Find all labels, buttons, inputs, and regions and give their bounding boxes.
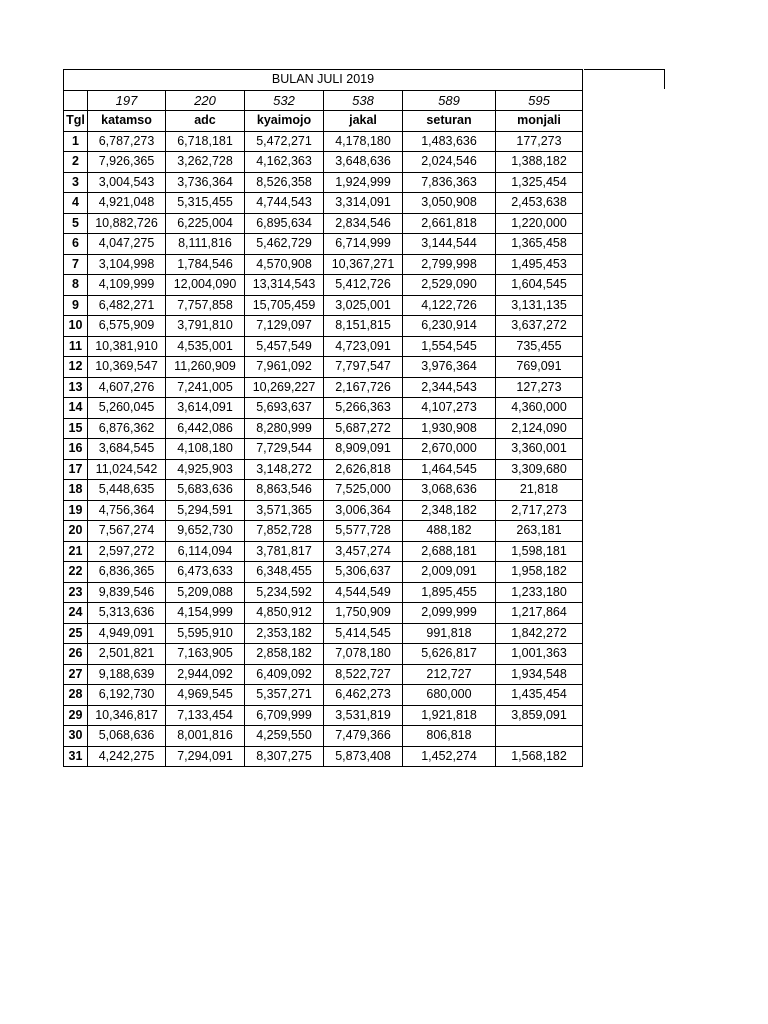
value-cell: 1,958,182 xyxy=(496,562,583,583)
table-row xyxy=(64,603,583,624)
value-cell: 6,787,273 xyxy=(88,131,166,152)
value-cell: 7,294,091 xyxy=(166,746,245,767)
value-cell: 2,944,092 xyxy=(166,664,245,685)
value-cell: 10,346,817 xyxy=(88,705,166,726)
value-cell: 1,452,274 xyxy=(403,746,496,767)
column-header: jakal xyxy=(324,111,403,132)
table-row xyxy=(64,726,583,747)
value-cell: 212,727 xyxy=(403,664,496,685)
value-cell: 7,078,180 xyxy=(324,644,403,665)
value-cell: 1,842,272 xyxy=(496,623,583,644)
value-cell: 7,133,454 xyxy=(166,705,245,726)
value-cell: 5,595,910 xyxy=(166,623,245,644)
value-cell: 4,850,912 xyxy=(245,603,324,624)
value-cell: 263,181 xyxy=(496,521,583,542)
value-cell: 3,006,364 xyxy=(324,500,403,521)
value-cell: 3,571,365 xyxy=(245,500,324,521)
table-row xyxy=(64,377,583,398)
table-row xyxy=(64,459,583,480)
value-cell: 680,000 xyxy=(403,685,496,706)
value-cell: 4,107,273 xyxy=(403,398,496,419)
value-cell: 4,178,180 xyxy=(324,131,403,152)
value-cell: 6,575,909 xyxy=(88,316,166,337)
value-cell: 2,717,273 xyxy=(496,500,583,521)
column-header: katamso xyxy=(88,111,166,132)
value-cell: 3,531,819 xyxy=(324,705,403,726)
value-cell: 3,131,135 xyxy=(496,295,583,316)
date-cell: 6 xyxy=(64,234,88,255)
value-cell: 3,068,636 xyxy=(403,480,496,501)
value-cell: 9,188,639 xyxy=(88,664,166,685)
value-cell: 4,570,908 xyxy=(245,254,324,275)
code-row xyxy=(64,90,583,111)
date-cell: 12 xyxy=(64,357,88,378)
sheet-border-extension-right xyxy=(664,69,665,89)
value-cell: 4,109,999 xyxy=(88,275,166,296)
value-cell: 1,750,909 xyxy=(324,603,403,624)
table-row xyxy=(64,685,583,706)
value-cell: 8,111,816 xyxy=(166,234,245,255)
value-cell: 1,921,818 xyxy=(403,705,496,726)
value-cell: 10,882,726 xyxy=(88,213,166,234)
value-cell: 6,348,455 xyxy=(245,562,324,583)
value-cell: 7,129,097 xyxy=(245,316,324,337)
value-cell: 3,148,272 xyxy=(245,459,324,480)
value-cell: 6,192,730 xyxy=(88,685,166,706)
value-cell: 4,723,091 xyxy=(324,336,403,357)
code-cell-blank xyxy=(64,90,88,111)
date-cell: 22 xyxy=(64,562,88,583)
date-cell: 11 xyxy=(64,336,88,357)
value-cell: 2,348,182 xyxy=(403,500,496,521)
table-row xyxy=(64,398,583,419)
date-cell: 29 xyxy=(64,705,88,726)
value-cell: 3,614,091 xyxy=(166,398,245,419)
value-cell: 5,294,591 xyxy=(166,500,245,521)
value-cell: 7,479,366 xyxy=(324,726,403,747)
date-cell: 8 xyxy=(64,275,88,296)
column-header: kyaimojo xyxy=(245,111,324,132)
date-cell: 28 xyxy=(64,685,88,706)
code-cell: 595 xyxy=(496,90,583,111)
value-cell: 5,306,637 xyxy=(324,562,403,583)
date-cell: 3 xyxy=(64,172,88,193)
value-cell: 6,482,271 xyxy=(88,295,166,316)
value-cell: 3,309,680 xyxy=(496,459,583,480)
value-cell: 4,360,000 xyxy=(496,398,583,419)
value-cell: 5,873,408 xyxy=(324,746,403,767)
value-cell: 1,365,458 xyxy=(496,234,583,255)
value-cell: 6,714,999 xyxy=(324,234,403,255)
date-cell: 15 xyxy=(64,418,88,439)
value-cell: 735,455 xyxy=(496,336,583,357)
value-cell: 177,273 xyxy=(496,131,583,152)
value-cell: 3,648,636 xyxy=(324,152,403,173)
value-cell: 5,462,729 xyxy=(245,234,324,255)
value-cell: 2,858,182 xyxy=(245,644,324,665)
value-cell: 5,068,636 xyxy=(88,726,166,747)
date-cell: 31 xyxy=(64,746,88,767)
table-row xyxy=(64,213,583,234)
value-cell: 2,597,272 xyxy=(88,541,166,562)
value-cell: 3,684,545 xyxy=(88,439,166,460)
date-cell: 25 xyxy=(64,623,88,644)
value-cell: 8,863,546 xyxy=(245,480,324,501)
table-row xyxy=(64,623,583,644)
value-cell: 3,050,908 xyxy=(403,193,496,214)
value-cell: 4,154,999 xyxy=(166,603,245,624)
value-cell: 4,925,903 xyxy=(166,459,245,480)
value-cell: 2,626,818 xyxy=(324,459,403,480)
value-cell: 4,921,048 xyxy=(88,193,166,214)
value-cell: 3,976,364 xyxy=(403,357,496,378)
date-cell: 27 xyxy=(64,664,88,685)
value-cell: 2,670,000 xyxy=(403,439,496,460)
value-cell: 2,344,543 xyxy=(403,377,496,398)
value-cell: 2,529,090 xyxy=(403,275,496,296)
value-cell: 7,567,274 xyxy=(88,521,166,542)
value-cell: 10,367,271 xyxy=(324,254,403,275)
value-cell: 3,144,544 xyxy=(403,234,496,255)
value-cell: 4,259,550 xyxy=(245,726,324,747)
table-title: BULAN JULI 2019 xyxy=(64,70,583,91)
value-cell: 7,836,363 xyxy=(403,172,496,193)
header-row xyxy=(64,111,583,132)
value-cell: 5,414,545 xyxy=(324,623,403,644)
table-row xyxy=(64,644,583,665)
value-cell: 1,217,864 xyxy=(496,603,583,624)
value-cell: 6,709,999 xyxy=(245,705,324,726)
value-cell: 8,909,091 xyxy=(324,439,403,460)
table-row xyxy=(64,316,583,337)
date-cell: 18 xyxy=(64,480,88,501)
sales-table-body xyxy=(64,70,583,767)
value-cell: 6,473,633 xyxy=(166,562,245,583)
value-cell: 4,969,545 xyxy=(166,685,245,706)
value-cell: 7,926,365 xyxy=(88,152,166,173)
value-cell: 2,688,181 xyxy=(403,541,496,562)
value-cell: 5,234,592 xyxy=(245,582,324,603)
value-cell: 2,799,998 xyxy=(403,254,496,275)
value-cell: 1,001,363 xyxy=(496,644,583,665)
value-cell: 7,852,728 xyxy=(245,521,324,542)
value-cell: 7,797,547 xyxy=(324,357,403,378)
value-cell: 3,736,364 xyxy=(166,172,245,193)
value-cell: 3,104,998 xyxy=(88,254,166,275)
value-cell: 5,260,045 xyxy=(88,398,166,419)
value-cell: 4,122,726 xyxy=(403,295,496,316)
value-cell: 6,462,273 xyxy=(324,685,403,706)
table-row xyxy=(64,357,583,378)
table-row xyxy=(64,275,583,296)
value-cell: 1,233,180 xyxy=(496,582,583,603)
value-cell: 6,718,181 xyxy=(166,131,245,152)
value-cell: 6,230,914 xyxy=(403,316,496,337)
code-cell: 220 xyxy=(166,90,245,111)
value-cell: 7,757,858 xyxy=(166,295,245,316)
value-cell: 5,472,271 xyxy=(245,131,324,152)
value-cell: 1,220,000 xyxy=(496,213,583,234)
value-cell: 1,784,546 xyxy=(166,254,245,275)
code-cell: 197 xyxy=(88,90,166,111)
value-cell: 6,114,094 xyxy=(166,541,245,562)
value-cell: 4,949,091 xyxy=(88,623,166,644)
value-cell: 8,280,999 xyxy=(245,418,324,439)
table-row xyxy=(64,193,583,214)
value-cell: 5,209,088 xyxy=(166,582,245,603)
value-cell: 4,242,275 xyxy=(88,746,166,767)
value-cell: 9,652,730 xyxy=(166,521,245,542)
value-cell: 1,924,999 xyxy=(324,172,403,193)
value-cell: 1,895,455 xyxy=(403,582,496,603)
value-cell xyxy=(496,726,583,747)
value-cell: 7,241,005 xyxy=(166,377,245,398)
value-cell: 4,162,363 xyxy=(245,152,324,173)
date-cell: 23 xyxy=(64,582,88,603)
value-cell: 1,495,453 xyxy=(496,254,583,275)
value-cell: 2,167,726 xyxy=(324,377,403,398)
table-row xyxy=(64,234,583,255)
value-cell: 1,930,908 xyxy=(403,418,496,439)
value-cell: 4,756,364 xyxy=(88,500,166,521)
column-header: seturan xyxy=(403,111,496,132)
table-row xyxy=(64,562,583,583)
value-cell: 6,876,362 xyxy=(88,418,166,439)
value-cell: 1,388,182 xyxy=(496,152,583,173)
value-cell: 3,025,001 xyxy=(324,295,403,316)
value-cell: 1,325,454 xyxy=(496,172,583,193)
value-cell: 4,607,276 xyxy=(88,377,166,398)
value-cell: 10,381,910 xyxy=(88,336,166,357)
value-cell: 5,693,637 xyxy=(245,398,324,419)
value-cell: 6,442,086 xyxy=(166,418,245,439)
date-cell: 4 xyxy=(64,193,88,214)
value-cell: 3,781,817 xyxy=(245,541,324,562)
value-cell: 2,099,999 xyxy=(403,603,496,624)
value-cell: 991,818 xyxy=(403,623,496,644)
value-cell: 4,744,543 xyxy=(245,193,324,214)
value-cell: 7,961,092 xyxy=(245,357,324,378)
date-cell: 5 xyxy=(64,213,88,234)
value-cell: 2,501,821 xyxy=(88,644,166,665)
value-cell: 5,626,817 xyxy=(403,644,496,665)
value-cell: 2,024,546 xyxy=(403,152,496,173)
value-cell: 2,353,182 xyxy=(245,623,324,644)
value-cell: 5,687,272 xyxy=(324,418,403,439)
value-cell: 8,001,816 xyxy=(166,726,245,747)
value-cell: 11,260,909 xyxy=(166,357,245,378)
value-cell: 2,453,638 xyxy=(496,193,583,214)
table-row xyxy=(64,152,583,173)
value-cell: 2,661,818 xyxy=(403,213,496,234)
table-row xyxy=(64,500,583,521)
value-cell: 7,525,000 xyxy=(324,480,403,501)
column-header: monjali xyxy=(496,111,583,132)
table-row xyxy=(64,172,583,193)
value-cell: 8,151,815 xyxy=(324,316,403,337)
value-cell: 806,818 xyxy=(403,726,496,747)
value-cell: 5,457,549 xyxy=(245,336,324,357)
date-cell: 20 xyxy=(64,521,88,542)
value-cell: 6,895,634 xyxy=(245,213,324,234)
value-cell: 12,004,090 xyxy=(166,275,245,296)
value-cell: 5,448,635 xyxy=(88,480,166,501)
value-cell: 1,598,181 xyxy=(496,541,583,562)
value-cell: 5,357,271 xyxy=(245,685,324,706)
value-cell: 1,934,548 xyxy=(496,664,583,685)
date-cell: 24 xyxy=(64,603,88,624)
value-cell: 5,577,728 xyxy=(324,521,403,542)
value-cell: 5,315,455 xyxy=(166,193,245,214)
code-cell: 538 xyxy=(324,90,403,111)
value-cell: 7,729,544 xyxy=(245,439,324,460)
date-cell: 26 xyxy=(64,644,88,665)
value-cell: 5,313,636 xyxy=(88,603,166,624)
sheet-border-extension-top xyxy=(584,69,665,70)
value-cell: 4,047,275 xyxy=(88,234,166,255)
value-cell: 21,818 xyxy=(496,480,583,501)
value-cell: 4,544,549 xyxy=(324,582,403,603)
table-row xyxy=(64,439,583,460)
value-cell: 3,314,091 xyxy=(324,193,403,214)
value-cell: 8,307,275 xyxy=(245,746,324,767)
value-cell: 3,791,810 xyxy=(166,316,245,337)
value-cell: 7,163,905 xyxy=(166,644,245,665)
table-row xyxy=(64,418,583,439)
table-row xyxy=(64,664,583,685)
value-cell: 13,314,543 xyxy=(245,275,324,296)
code-cell: 532 xyxy=(245,90,324,111)
value-cell: 6,225,004 xyxy=(166,213,245,234)
date-cell: 21 xyxy=(64,541,88,562)
value-cell: 3,262,728 xyxy=(166,152,245,173)
table-row xyxy=(64,582,583,603)
sales-table xyxy=(63,69,583,767)
table-row xyxy=(64,336,583,357)
value-cell: 127,273 xyxy=(496,377,583,398)
date-cell: 30 xyxy=(64,726,88,747)
value-cell: 4,535,001 xyxy=(166,336,245,357)
value-cell: 8,526,358 xyxy=(245,172,324,193)
value-cell: 5,683,636 xyxy=(166,480,245,501)
value-cell: 10,369,547 xyxy=(88,357,166,378)
value-cell: 10,269,227 xyxy=(245,377,324,398)
table-row xyxy=(64,480,583,501)
value-cell: 2,009,091 xyxy=(403,562,496,583)
column-header: adc xyxy=(166,111,245,132)
date-cell: 14 xyxy=(64,398,88,419)
code-cell: 589 xyxy=(403,90,496,111)
value-cell: 9,839,546 xyxy=(88,582,166,603)
value-cell: 769,091 xyxy=(496,357,583,378)
value-cell: 3,457,274 xyxy=(324,541,403,562)
value-cell: 5,266,363 xyxy=(324,398,403,419)
value-cell: 1,604,545 xyxy=(496,275,583,296)
date-cell: 7 xyxy=(64,254,88,275)
value-cell: 1,464,545 xyxy=(403,459,496,480)
value-cell: 4,108,180 xyxy=(166,439,245,460)
value-cell: 1,554,545 xyxy=(403,336,496,357)
date-cell: 16 xyxy=(64,439,88,460)
table-row xyxy=(64,541,583,562)
date-cell: 2 xyxy=(64,152,88,173)
value-cell: 1,483,636 xyxy=(403,131,496,152)
value-cell: 6,409,092 xyxy=(245,664,324,685)
value-cell: 2,124,090 xyxy=(496,418,583,439)
value-cell: 1,435,454 xyxy=(496,685,583,706)
value-cell: 3,004,543 xyxy=(88,172,166,193)
date-cell: 1 xyxy=(64,131,88,152)
value-cell: 3,360,001 xyxy=(496,439,583,460)
value-cell: 3,859,091 xyxy=(496,705,583,726)
table-row xyxy=(64,295,583,316)
value-cell: 2,834,546 xyxy=(324,213,403,234)
value-cell: 488,182 xyxy=(403,521,496,542)
date-cell: 17 xyxy=(64,459,88,480)
value-cell: 8,522,727 xyxy=(324,664,403,685)
value-cell: 5,412,726 xyxy=(324,275,403,296)
title-row xyxy=(64,70,583,91)
table-row xyxy=(64,254,583,275)
date-cell: 9 xyxy=(64,295,88,316)
value-cell: 15,705,459 xyxy=(245,295,324,316)
value-cell: 3,637,272 xyxy=(496,316,583,337)
table-row xyxy=(64,521,583,542)
value-cell: 11,024,542 xyxy=(88,459,166,480)
value-cell: 6,836,365 xyxy=(88,562,166,583)
table-row xyxy=(64,131,583,152)
date-cell: 19 xyxy=(64,500,88,521)
table-row xyxy=(64,705,583,726)
table-row xyxy=(64,746,583,767)
value-cell: 1,568,182 xyxy=(496,746,583,767)
date-cell: 10 xyxy=(64,316,88,337)
column-header-tgl: Tgl xyxy=(64,111,88,132)
date-cell: 13 xyxy=(64,377,88,398)
